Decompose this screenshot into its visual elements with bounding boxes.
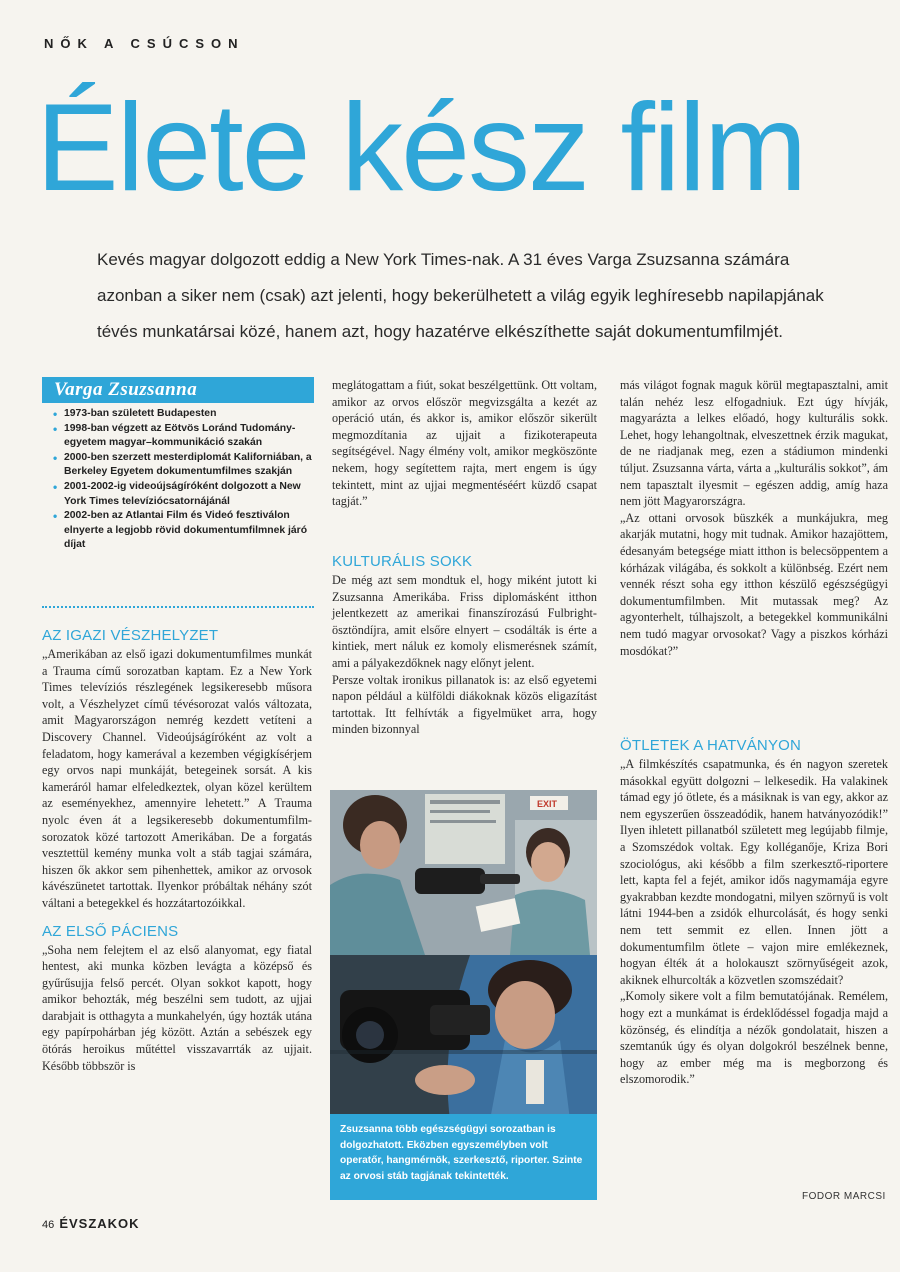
- section-kicker: NŐK A CSÚCSON: [44, 36, 245, 51]
- bio-item: • 1973-ban született Budapesten: [54, 407, 314, 422]
- paragraph: De még azt sem mondtuk el, hogy miként jutott ki Zsuzsanna Amerikába. Friss diplomásként itthon jelentkezett az amerikai finanszírozású Fulbright-ösztöndíjra, amit elsőre elnyert – csodálták is érte a kintiek, mert náluk ez komoly elismerésnek számít, ami a pályakezdőknek nagy előnyt jelent.: [332, 573, 597, 670]
- bio-item: • 2002-ben az Atlantai Film és Videó fesztiválon elnyerte a legjobb rövid dokumentumfilmnek járó díjat: [54, 509, 314, 553]
- bio-box: [42, 374, 314, 608]
- paragraph: meglátogattam a fiút, sokat beszélgettünk. Ott voltam, amikor az orvos először megvizsgálta a kezét az operáció után, és akkor is, amikor először sikerült megmozdítania az ujjait a fizikoterapeuta segítségével. Nagy élmény volt, amikor megköszönte nekem, hogy segítettem rajta, mert engem is úgy tekintett, mint az ujjai megmentéséért küzdő csapat tagját.”: [332, 378, 597, 509]
- paragraph: „A filmkészítés csapatmunka, és én nagyon szeretek másokkal együtt dolgozni – lelkesedik. Ha valakinek támad egy jó ötlete, és a másiknak is van egy, akkor az nem egyszerűen összeadódik, hanem hatványozódik!” Ilyen ihletett pillanatból született meg legújabb filmje, a Szomszédok voltak. Egy kolléganője, Kriza Bori szociológus, aki később a film szerkesztő-riportere lett, kapta fel a fejét, amikor idős nagymamája egyre gyakrabban kezdte mondogatni, milyen szörnyű is volt látni 1944-ben a zsidók elhurcolását, és hogy senki nem tett semmit ez ellen. Innen jött a dokumentumfilm ötlete – vajon mire emlékeznek, hogyan élték át a holokauszt szörnyűségeit azok, akiknek elhurcolták a közvetlen szomszédait?: [620, 757, 888, 987]
- subheading: AZ ELSŐ PÁCIENS: [42, 922, 179, 940]
- page-number: 46: [42, 1219, 55, 1231]
- paragraph: „Az ottani orvosok büszkék a munkájukra, meg akarják mutatni, hogy mit tudnak. Amikor hazajöttem, édesanyám betegsége miatt itthon is belecsöppentem a kórházak világába, és sokkolt a különbség. Ezért nem vennék részt soha egy itthon készülő egészségügyi dokumentumfilmben. Mit mutassak meg? Az agyonterhelt, túlhajszolt, a betegekkel kommunikálni nem tudó magyar orvosokat? Vagy a piszkos kórházi mosdókat?”: [620, 510, 888, 658]
- paragraph: „Amerikában az első igazi dokumentumfilmes munkát a Trauma című sorozatban kaptam. Ez a New York Times televíziós részlegének legsikeresebb műsora volt, a Vészhelyzet című tévésorozat valós változata, amit Magyarországon nemrég kezdett vetíteni a Discovery Channel. Videoújságíróként az volt a feladatom, hogy kamerával a kezemben végigkísérjem egy orvos napi munkáját, betegeinek sorsát. A kis kameráról hamar elfeledkeztek, olyan közel kerültem az eseményekhez, amennyire lehetett.” A Trauma nyolc éven át a legsikeresebb dokumentumfilm-sorozatok közé tartozott Amerikában. De a forgatás vesztettül kemény munka volt a stáb tagjai számára, hiszen ők akkor sem pihenhettek, amikor az orvosok kávészünetet tartottak. Ilyenkor próbáltak néhány szót váltani a betegekkel és hozzátartozóikkal.: [42, 647, 312, 910]
- column-2-middle: [332, 552, 597, 738]
- lead-line: azonban a siker nem (csak) azt jelenti, hogy bekerülhetett a világ egyik leghíresebb napilapjának: [97, 286, 824, 305]
- subheading: AZ IGAZI VÉSZHELYZET: [42, 627, 219, 644]
- exit-sign: EXIT: [537, 799, 558, 809]
- page-folio: [42, 1216, 140, 1231]
- magazine-name: ÉVSZAKOK: [59, 1216, 140, 1231]
- article-title: Élete kész film: [36, 79, 806, 217]
- paragraph: más világot fognak maguk körül megtapasztalni, amit talán nehéz lesz elfogadniuk. Ezt úgy hívják, magyarázta a lelkes előadó, hogy kulturális sokk. Lehet, hogy lehangoltnak, elveszettnek érzik magukat, de ne riadjanak meg, ezen a stádiumon mindenki túljut. Zsuzsanna várta, várta a „kulturális sokkot”, ám nem tapasztalt ilyesmit – egészen addig, amíg haza nem jött Magyarországra.: [620, 378, 888, 509]
- subheading: KULTURÁLIS SOKK: [332, 553, 473, 570]
- author-byline: FODOR MARCSI: [802, 1191, 886, 1202]
- lead-paragraph: [97, 242, 862, 350]
- column-2-top: [332, 377, 597, 510]
- bio-item: • 2001-2002-ig videoújságíróként dolgozott a New York Times televíziócsatornájánál: [54, 480, 314, 509]
- lead-line: tévés munkatársai közé, hanem azt, hogy hazatérve elkészíthette saját dokumentumfilmjét.: [97, 322, 784, 341]
- subheading: ÖTLETEK A HATVÁNYON: [620, 737, 802, 754]
- photo-caption: Zsuzsanna több egészségügyi sorozatban is dolgozhatott. Eközben egyszemélyben volt operatőr, hangmérnök, szerkesztő, riporter. Szinte az orvosi stáb tagjának tekintették.: [330, 1114, 597, 1200]
- column-3-top: [620, 377, 888, 659]
- paragraph: Persze voltak ironikus pillanatok is: az első egyetemi napon például a külföldi diákoknak közös eligazítást tartottak. Itt felhívták a figyelmüket arra, hogy minden bizonnyal: [332, 672, 597, 737]
- bio-title: Varga Zsuzsanna: [42, 377, 314, 403]
- paragraph: „Komoly sikere volt a film bemutatójának. Remélem, hogy ezt a munkámat is érdeklődéssel fogadja majd a közönség, és elindítja a nézők gondolatait, hiszen a szemtanúk úgy és olyan dolgokról beszélnek benne, hogy az ember még ma is megborzong és elszomorodik.”: [620, 989, 888, 1087]
- paragraph: „Soha nem felejtem el az első alanyomat, egy fiatal hentest, aki munka közben levágta a középső és gyűrűsujja felső percét. Olyan sokkot kapott, hogy amikor behozták, még beszélni sem tudott, az ujjai darabjait is otthagyta a munkahelyén, úgy hozták utána egy papírpohárban jég között. Aztán a sebészek egy ötórás heroikus műtéttel visszavarrták az ujjait. Később többször is: [42, 942, 312, 1073]
- column-3-bottom: [620, 736, 888, 1088]
- lead-line: Kevés magyar dolgozott eddig a New York Times-nak. A 31 éves Varga Zsuzsanna számára: [97, 250, 790, 269]
- column-1: [42, 626, 312, 1074]
- bio-item: • 1998-ban végzett az Eötvös Loránd Tudomány-egyetem magyar–kommunikáció szakán: [54, 422, 314, 451]
- bio-item: • 2000-ben szerzett mesterdiplomát Kaliforniában, a Berkeley Egyetem dokumentumfilmes szakján: [54, 451, 314, 480]
- bio-list: [42, 407, 314, 553]
